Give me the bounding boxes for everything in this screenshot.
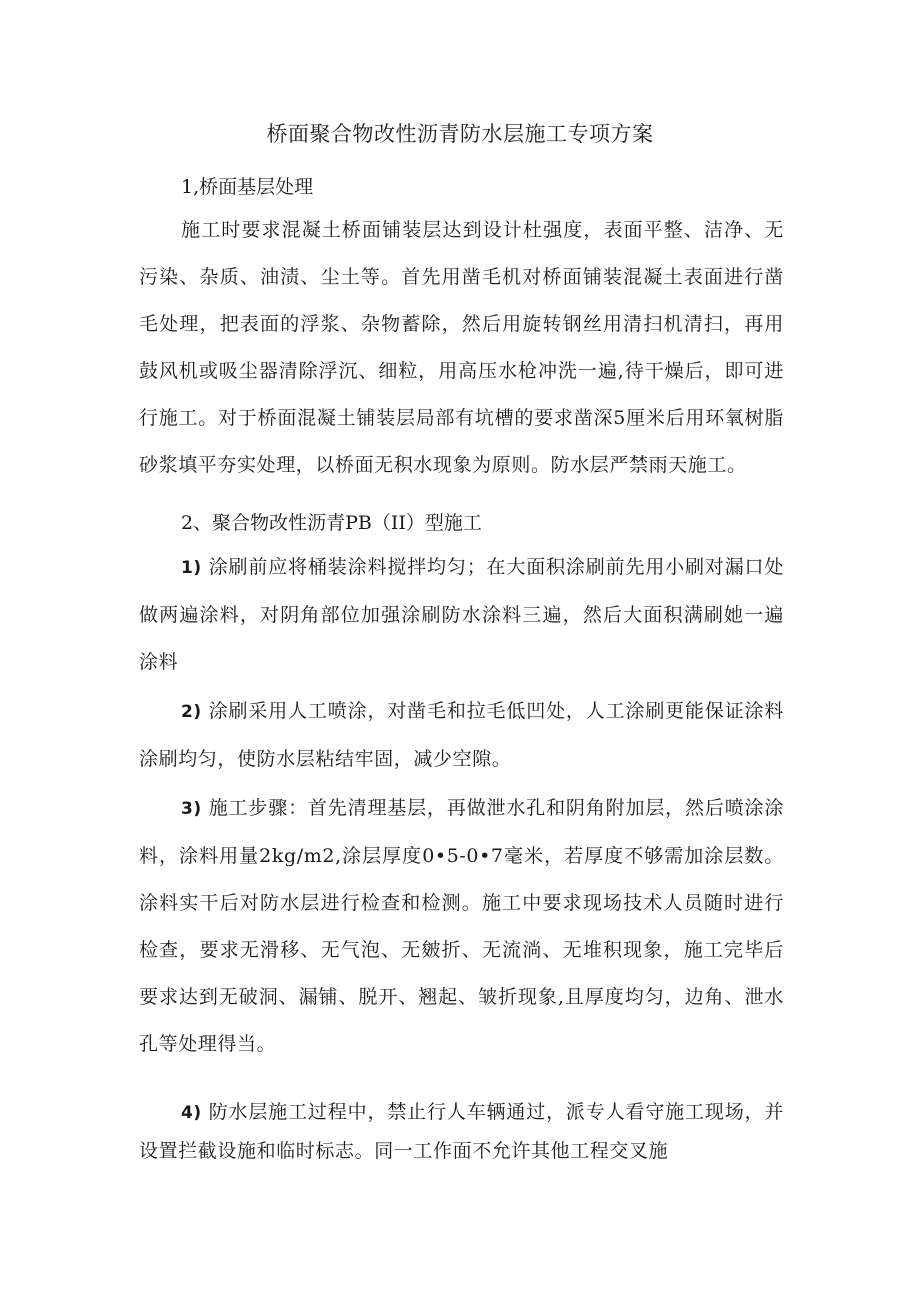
step-3-number: 3) — [181, 799, 202, 819]
step-2-number: 2) — [181, 702, 202, 722]
step-4-paragraph — [139, 1093, 784, 1170]
section-2-heading: 2、聚合物改性沥青PB（II）型施工 — [181, 512, 482, 534]
step-4-text: 防水层施工过程中，禁止行人车辆通过，派专人看守施工现场，并设置拦截设施和临时标志。同一工作面不允许其他工程交叉施 — [139, 1101, 784, 1162]
section-1-body: 施工时要求混凝土桥面铺装层达到设计杜强度，表面平整、洁净、无污染、杂质、油渍、尘土等。首先用凿毛机对桥面铺装混凝土表面进行凿毛处理，把表面的浮浆、杂物蓄除，然后用旋转钢丝用清扫机清扫，再用鼓风机或吸尘器清除浮沉、细粒，用高压水枪冲洗一遍,待干燥后，即可进行施工。对于桥面混凝土铺装层局部有坑槽的要求凿深5厘米后用环氧树脂砂浆填平夯实处理，以桥面无积水现象为原则。防水层严禁雨天施工。 — [139, 219, 784, 476]
section-1-heading: 1,桥面基层处理 — [181, 176, 314, 198]
step-2-text: 涂刷采用人工喷涂，对凿毛和拉毛低凹处，人工涂刷更能保证涂料涂刷均匀，使防水层粘结牢固，减少空隙。 — [139, 700, 784, 770]
step-3-paragraph — [139, 785, 784, 1068]
step-2-paragraph — [139, 688, 784, 783]
step-1-number: 1) — [181, 558, 202, 578]
step-3-text: 施工步骤：首先清理基层，再做泄水孔和阴角附加层，然后喷涂涂料，涂料用量2kg/m2,涂层厚度0•5-0•7毫米，若厚度不够需加涂层数。涂料实干后对防水层进行检查和检测。施工中要求现场技术人员随时进行检查，要求无滑移、无气泡、无皴折、无流淌、无堆积现象，施工完毕后要求达到无破洞、漏铺、脱开、翘起、皱折现象,且厚度均匀，边角、泄水孔等处理得当。 — [139, 797, 784, 1055]
step-4-number: 4) — [181, 1103, 202, 1123]
document-title: 桥面聚合物改性沥青防水层施工专项方案 — [266, 122, 654, 146]
step-1-text: 涂刷前应将桶装涂料搅拌均匀；在大面积涂刷前先用小刷对漏口处做两遍涂料，对阴角部位加强涂刷防水涂料三遍，然后大面积满刷她一遍涂料 — [139, 556, 784, 673]
step-1-paragraph — [139, 544, 784, 686]
